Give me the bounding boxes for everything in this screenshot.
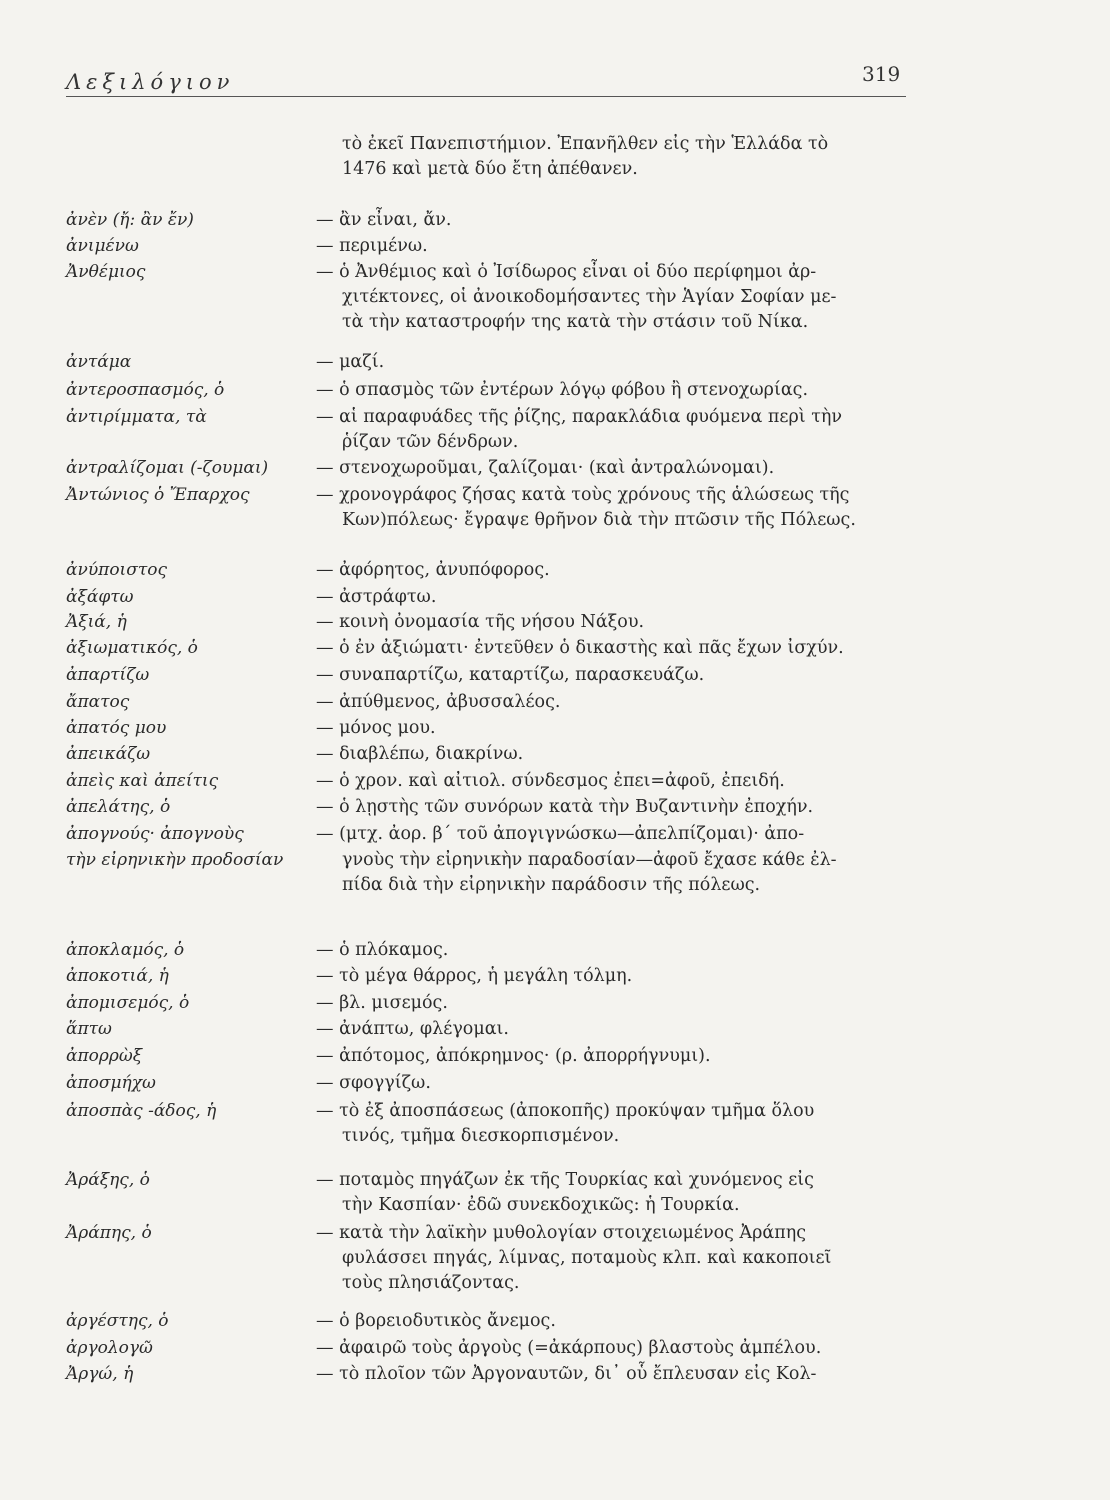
entry-term: ἀντιρίμματα, τὰ [66,407,207,427]
entry-definition [316,991,926,1016]
definition-line: ῥίζαν τῶν δένδρων. [342,432,519,452]
entry-definition [316,742,926,767]
entry-term: ἅπτω [66,1019,112,1039]
definition-line: — μόνος μου. [316,718,436,738]
entry-definition [316,260,926,335]
definition-line: — ὁ ἐν ἀξιώματι· ἐντεῦθεν ὁ δικαστὴς καὶ πᾶς ἔχων ἰσχύν. [316,638,844,658]
definition-line: πίδα διὰ τὴν εἰρηνικὴν παράδοσιν τῆς πόλεως. [342,875,761,895]
entry-definition [316,1336,926,1361]
definition-line: — ὁ πλόκαμος. [316,940,449,960]
entry-term: ἀπεὶς καὶ ἀπείτις [66,771,219,791]
definition-line: τινός, τμῆμα διεσκορπισμένον. [342,1126,620,1146]
definition-line: — τὸ μέγα θάρρος, ἡ μεγάλη τόλμη. [316,966,633,986]
entry-definition [316,1221,926,1296]
definition-line: — ὁ Ἀνθέμιος καὶ ὁ Ἰσίδωρος εἶναι οἱ δύο περίφημοι ἀρ- [316,262,817,282]
entry-definition [316,558,926,583]
entry-definition [316,378,926,403]
intro-line: 1476 καὶ μετὰ δύο ἔτη ἀπέθανεν. [342,159,638,179]
entry-term: ἀντραλίζομαι (-ζουμαι) [66,458,269,478]
entry-definition [316,938,926,963]
definition-line: — ὁ βορειοδυτικὸς ἄνεμος. [316,1311,556,1331]
entry-definition [316,1362,926,1387]
entry-term: ἀποσπὰς -άδος, ἡ [66,1101,217,1121]
entry-term: ἀπαρτίζω [66,665,150,685]
entry-term: ἀξάφτω [66,587,134,607]
entry-definition [316,1168,926,1218]
definition-line: — ποταμὸς πηγάζων ἐκ τῆς Τουρκίας καὶ χυνόμενος εἰς [316,1170,814,1190]
entry-term: ἀνύποιστος [66,560,167,580]
entry-definition [316,964,926,989]
definition-line: — κοινὴ ὀνομασία τῆς νήσου Νάξου. [316,612,645,632]
entry-term: ἀργέστης, ὁ [66,1311,169,1331]
entry-term: ἀντάμα [66,352,132,372]
entry-definition [316,456,926,481]
definition-line: — τὸ ἐξ ἀποσπάσεως (ἀποκοπῆς) προκύψαν τμῆμα ὅλου [316,1101,815,1121]
entry-term: ἀνὲν (ἤ: ἂν ἔν) [66,210,194,230]
entry-definition [316,795,926,820]
definition-line: — μαζί. [316,352,385,372]
definition-line: — αἱ παραφυάδες τῆς ῥίζης, παρακλάδια φυόμενα περὶ τὴν [316,407,842,427]
entry-term: Ἀργώ, ἡ [66,1364,134,1384]
entry-definition [316,1071,926,1096]
definition-line: — σφογγίζω. [316,1073,431,1093]
entry-term: ἀπογνούς· ἀπογνοὺς [66,824,244,844]
header-rule [66,96,906,97]
definition-line: — ἀπότομος, ἀπόκρημνος· (ρ. ἀπορρήγνυμι). [316,1046,711,1066]
definition-line: τὴν Κασπίαν· ἐδῶ συνεκδοχικῶς: ἡ Τουρκία. [342,1195,740,1215]
definition-line: — ἀπύθμενος, ἀβυσσαλέος. [316,692,561,712]
entry-term: Ἀράπης, ὁ [66,1223,152,1243]
entry-term: ἀπατός μου [66,718,167,738]
definition-line: τοὺς πλησιάζοντας. [342,1273,520,1293]
entry-term: Ἀράξης, ὁ [66,1170,150,1190]
entry-definition [316,405,926,455]
definition-line: — τὸ πλοῖον τῶν Ἀργοναυτῶν, δι᾽ οὗ ἔπλευσαν εἰς Κολ- [316,1364,817,1384]
entry-definition [316,822,926,847]
definition-line: — χρονογράφος ζήσας κατὰ τοὺς χρόνους τῆς ἁλώσεως τῆς [316,485,850,505]
intro-line: τὸ ἐκεῖ Πανεπιστήμιον. Ἐπανῆλθεν εἰς τὴν Ἑλλάδα τὸ [342,134,829,154]
definition-line: φυλάσσει πηγάς, λίμνας, ποταμοὺς κλπ. καὶ κακοποιεῖ [342,1248,832,1268]
entry-definition [316,636,926,661]
definition-line: — ἀφαιρῶ τοὺς ἀργοὺς (=ἀκάρπους) βλαστοὺς ἀμπέλου. [316,1338,822,1358]
entry-definition [316,716,926,741]
entry-term: ἀπελάτης, ὁ [66,797,171,817]
entry-definition [316,1099,926,1149]
page-number: 319 [862,62,901,86]
running-title: Λεξιλόγιον [66,70,235,94]
entry-term: ἀπομισεμός, ὁ [66,993,190,1013]
definition-line: — βλ. μισεμός. [316,993,448,1013]
definition-line: — ὁ λῃστὴς τῶν συνόρων κατὰ τὴν Βυζαντινὴν ἐποχήν. [316,797,814,817]
entry-term: ἀντεροσπασμός, ὁ [66,380,225,400]
entry-definition [316,234,926,259]
entry-definition [316,208,926,233]
definition-line: χιτέκτονες, οἱ ἀνοικοδομήσαντες τὴν Ἁγίαν Σοφίαν με- [342,287,837,307]
entry-definition [316,769,926,794]
definition-line: Κων)πόλεως· ἔγραψε θρῆνον διὰ τὴν πτῶσιν τῆς Πόλεως. [342,510,856,530]
definition-line: — ὁ χρον. καὶ αἰτιολ. σύνδεσμος ἐπει=ἀφοῦ, ἐπειδή. [316,771,785,791]
entry-term: ἀποκοτιά, ἡ [66,966,169,986]
entry-term: Ἀντώνιος ὁ Ἔπαρχος [66,485,250,505]
entry-term: τὴν εἰρηνικὴν προδοσίαν [66,850,284,870]
entry-term: Ἀνθέμιος [66,262,146,282]
definition-line: — (μτχ. ἀορ. β΄ τοῦ ἀπογιγνώσκω—ἀπελπίζομαι)· ἀπο- [316,824,805,844]
entry-term: ἀπορρὼξ [66,1046,143,1066]
entry-definition [316,690,926,715]
entry-term: ἀπεικάζω [66,744,151,764]
entry-definition [316,585,926,610]
entry-term: ἀποσμήχω [66,1073,156,1093]
entry-definition [316,1017,926,1042]
entry-term: ἀργολογῶ [66,1338,153,1358]
entry-definition [316,663,926,688]
entry-term: ἀνιμένω [66,236,139,256]
entry-term: Ἀξιά, ἡ [66,612,127,632]
definition-line: — ἂν εἶναι, ἄν. [316,210,452,230]
entry-term: ἀποκλαμός, ὁ [66,940,185,960]
definition-line: — ἀστράφτω. [316,587,437,607]
entry-definition [316,610,926,635]
intro-continuation [342,132,922,182]
definition-line: — στενοχωροῦμαι, ζαλίζομαι· (καὶ ἀντραλώνομαι). [316,458,775,478]
definition-line: γνοὺς τὴν εἰρηνικὴν παραδοσίαν—ἀφοῦ ἔχασε κάθε ἐλ- [342,850,837,870]
entry-definition [316,1309,926,1334]
entry-definition [316,483,926,533]
entry-term: ἀξιωματικός, ὁ [66,638,198,658]
entry-definition [316,1044,926,1069]
entry-definition [316,848,926,898]
definition-line: — περιμένω. [316,236,428,256]
definition-line: — ὁ σπασμὸς τῶν ἐντέρων λόγῳ φόβου ἢ στενοχωρίας. [316,380,809,400]
definition-line: — διαβλέπω, διακρίνω. [316,744,524,764]
entry-definition [316,350,926,375]
definition-line: — κατὰ τὴν λαϊκὴν μυθολογίαν στοιχειωμένος Ἀράπης [316,1223,807,1243]
definition-line: — ἀνάπτω, φλέγομαι. [316,1019,509,1039]
definition-line: τὰ τὴν καταστροφήν της κατὰ τὴν στάσιν τοῦ Νίκα. [342,312,809,332]
definition-line: — συναπαρτίζω, καταρτίζω, παρασκευάζω. [316,665,705,685]
definition-line: — ἀφόρητος, ἀνυπόφορος. [316,560,550,580]
entry-term: ἄπατος [66,692,130,712]
